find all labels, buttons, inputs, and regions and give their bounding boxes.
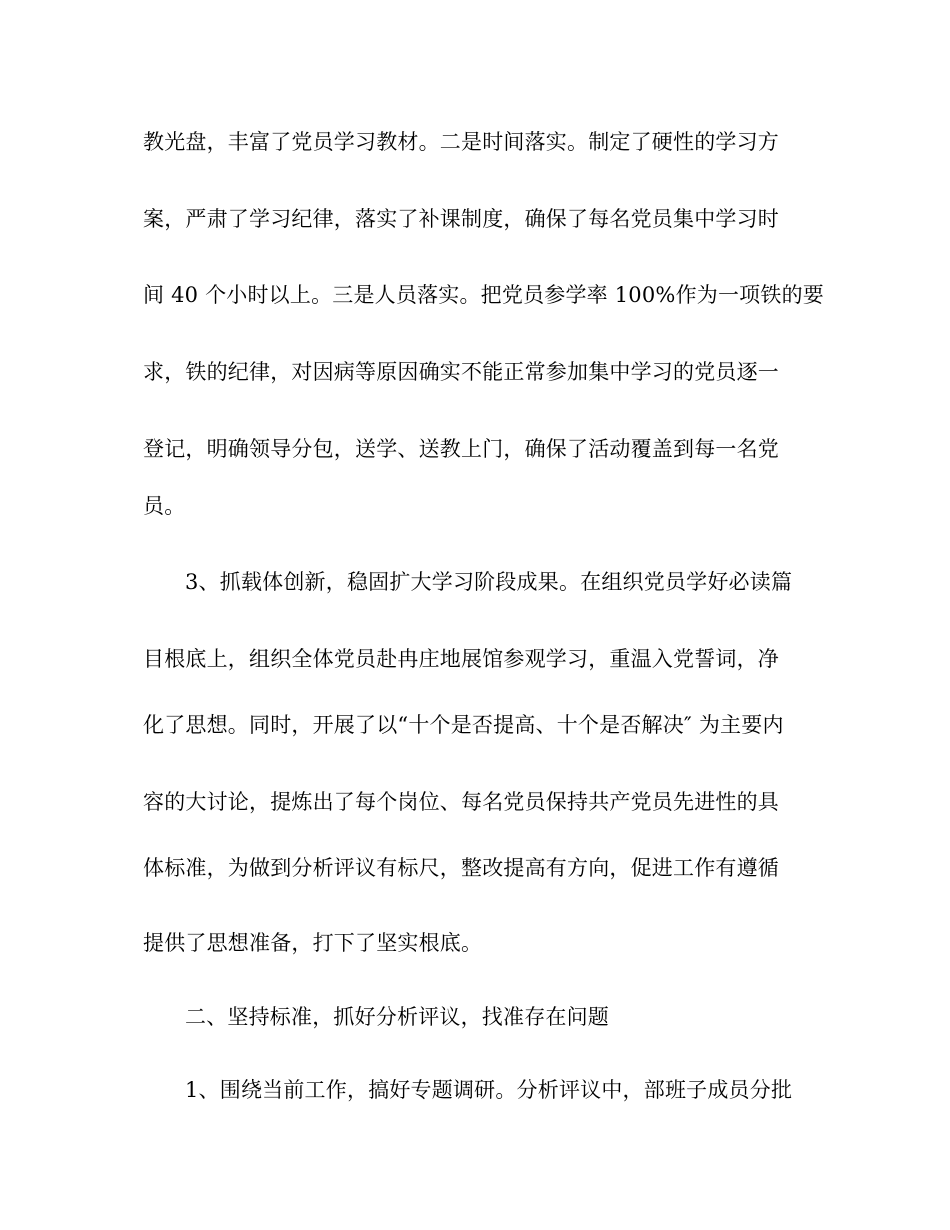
paragraph-line: 目根底上，组织全体党员赴冉庄地展馆参观学习，重温入党誓词，净 [143,647,779,671]
paragraph-line: 1、围绕当前工作，搞好专题调研。分析评议中，部班子成员分批 [185,1078,793,1102]
paragraph-line: 登记，明确领导分包，送学、送教上门，确保了活动覆盖到每一名党 [143,437,779,461]
paragraph-line: 化了思想。同时，开展了以“十个是否提高、十个是否解决″ 为主要内 [143,713,784,737]
paragraph-line: 3、抓载体创新，稳固扩大学习阶段成果。在组织党员学好必读篇 [185,570,793,594]
paragraph-line: 提供了思想准备，打下了坚实根底。 [143,931,483,955]
paragraph-line: 间 40 个小时以上。三是人员落实。把党员参学率 100%作为一项铁的要 [143,283,824,307]
paragraph-line: 求，铁的纪律，对因病等原因确实不能正常参加集中学习的党员逐一 [143,360,779,384]
paragraph-line: 案，严肃了学习纪律，落实了补课制度，确保了每名党员集中学习时 [143,207,779,231]
paragraph-line: 员。 [143,494,186,518]
paragraph-line: 教光盘，丰富了党员学习教材。二是时间落实。制定了硬性的学习方 [143,130,779,154]
paragraph-line: 容的大讨论，提炼出了每个岗位、每名党员保持共产党员先进性的具 [143,790,779,814]
paragraph-line: 体标准，为做到分析评议有标尺，整改提高有方向，促进工作有遵循 [143,856,779,880]
section-heading: 二、坚持标准，抓好分析评议，找准存在问题 [185,1005,609,1029]
